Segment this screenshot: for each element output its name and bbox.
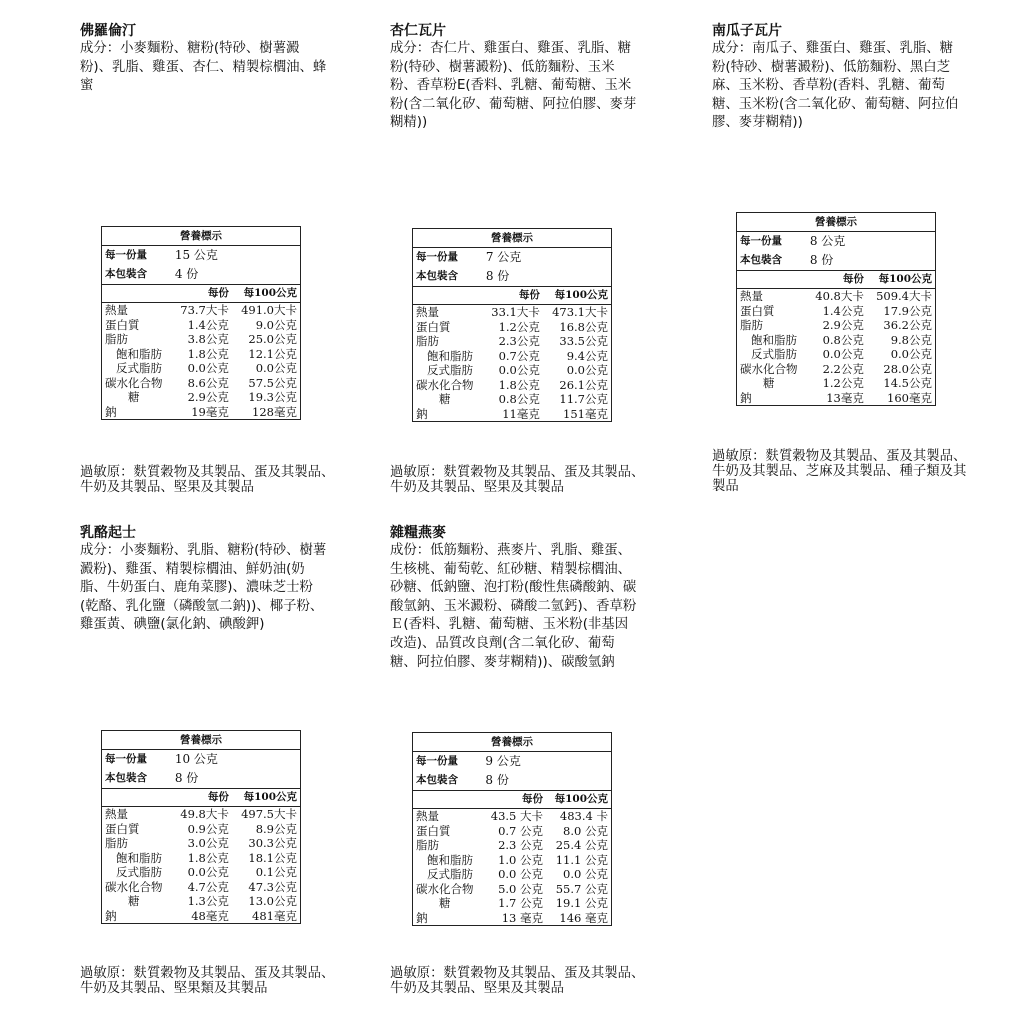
nutrient-name: 熱量 [105,303,128,317]
nutrient-per-serving: 2.3公克 [498,334,540,348]
nutrient-per-100g: 13.0公克 [248,894,297,908]
nutrient-name: 飽和脂肪 [427,348,473,363]
nutrient-per-100g: 47.3公克 [248,879,297,894]
nutrient-per-serving: 1.7 公克 [498,896,544,910]
nutrient-name: 碳水化合物 [740,361,798,376]
product-title: 乳酪起士 [80,525,136,541]
nutrient-per-serving: 0.7 公克 [498,823,544,838]
nutrient-per-100g: 55.7 公克 [555,881,608,896]
nutrient-per-100g: 25.4 公克 [555,838,608,852]
nutrient-per-100g: 12.1公克 [248,346,297,361]
nutrition-table [736,212,936,406]
product-title: 杏仁瓦片 [390,23,446,39]
serving-size-label: 每一份量 [740,235,782,248]
nutrition-label-header: 營養標示 [413,733,612,752]
nutrient-per-serving: 1.8公克 [187,850,229,865]
nutrient-per-serving: 1.4公克 [187,317,229,332]
nutrient-per-serving: 0.8公克 [822,332,864,347]
nutrient-per-100g: 151毫克 [563,406,608,421]
nutrient-per-100g: 483.4 卡 [559,809,608,823]
ingredients-text: 成份：低筋麵粉、燕麥片、乳脂、雞蛋、生核桃、葡萄乾、紅砂糖、精製棕櫚油、砂糖、低鈉鹽、泡打粉(酸性焦磷酸鈉、碳酸氫鈉、玉米澱粉、磷酸二氫鈣)、香草粉Ｅ(香料、乳糖、葡萄糖、玉米粉(非基因改造)、品質改良劑(含二氧化矽、葡萄糖、阿拉伯膠、麥芽糊精))、碳酸氫鈉 [390,543,637,670]
nutrient-per-serving: 11毫克 [502,406,540,421]
product-title: 佛羅倫汀 [80,23,136,39]
nutrient-per-100g: 0.0公克 [255,361,297,375]
nutrient-name: 脂肪 [105,332,128,346]
nutrient-per-100g: 160毫克 [887,390,932,405]
nutrient-per-serving: 1.2公克 [498,319,540,334]
nutrient-per-serving: 1.0 公克 [498,852,544,867]
per-100g-header: 每100公克 [546,791,611,809]
nutrient-per-serving: 49.8大卡 [180,807,229,821]
product-block-cheese [80,524,330,635]
nutrient-name: 碳水化合物 [105,879,163,894]
nutrient-name: 脂肪 [740,318,763,332]
nutrient-name: 飽和脂肪 [751,332,797,347]
nutrient-per-100g: 30.3公克 [248,836,297,850]
nutrient-name: 碳水化合物 [105,375,163,390]
serving-size-value: 10 公克 [174,752,218,767]
nutrition-table [412,228,612,422]
nutrient-per-serving: 2.2公克 [822,361,864,376]
nutrition-label-header: 營養標示 [737,213,936,232]
nutrient-per-100g: 26.1公克 [559,377,608,392]
nutrient-name: 脂肪 [416,334,439,348]
nutrient-per-100g: 25.0公克 [248,332,297,346]
ingredients-text: 成分：南瓜子、雞蛋白、雞蛋、乳脂、糖粉(特砂、樹薯澱粉)、低筋麵粉、黑白芝麻、玉米粉、香草粉(香料、乳糖、葡萄糖、玉米粉(含二氧化矽、葡萄糖、阿拉伯膠、麥芽糊精)) [712,41,959,131]
servings-label: 本包裝含 [102,265,172,285]
serving-size-value: 7 公克 [485,250,522,265]
product-block-pumpkin-seed-tuile [712,22,962,133]
product-block-florentine [80,22,330,96]
product-block-multigrain-oat [390,524,640,672]
nutrient-name: 蛋白質 [105,821,140,836]
per-serving-header: 每份 [807,271,867,289]
nutrient-name: 熱量 [105,807,128,821]
nutrient-per-serving: 0.8公克 [498,392,540,406]
nutrient-name: 糖 [439,896,451,910]
product-title: 雜糧燕麥 [390,525,446,541]
servings-label: 本包裝含 [737,251,807,271]
nutrient-name: 飽和脂肪 [116,850,162,865]
per-serving-header: 每份 [482,791,546,809]
nutrient-per-100g: 491.0大卡 [241,303,297,317]
serving-size-value: 9 公克 [485,754,521,769]
serving-size-label: 每一份量 [416,755,458,768]
allergen-text: 過敏原：麩質穀物及其製品、蛋及其製品、牛奶及其製品、堅果及其製品 [80,465,335,495]
nutrient-per-serving: 0.0 公克 [498,867,544,881]
nutrient-per-100g: 36.2公克 [883,318,932,332]
ingredients-text: 成分：小麥麵粉、糖粉(特砂、樹薯澱粉)、乳脂、雞蛋、杏仁、精製棕櫚油、蜂蜜 [80,41,327,94]
nutrient-name: 鈉 [740,390,752,405]
nutrient-per-100g: 9.8公克 [890,332,932,347]
nutrient-per-100g: 19.1 公克 [555,896,608,910]
nutrient-per-100g: 11.1 公克 [555,852,608,867]
nutrient-per-100g: 16.8公克 [559,319,608,334]
servings-label: 本包裝含 [413,267,483,287]
nutrient-per-serving: 8.6公克 [187,375,229,390]
per-100g-header: 每100公克 [543,287,612,305]
nutrient-name: 反式脂肪 [751,347,797,361]
product-block-almond-tuile [390,22,640,133]
nutrient-per-serving: 19毫克 [191,404,229,419]
allergen-text: 過敏原：麩質穀物及其製品、蛋及其製品、牛奶及其製品、堅果及其製品 [390,465,645,495]
nutrient-name: 糖 [128,894,140,908]
nutrient-per-100g: 509.4大卡 [876,289,932,303]
nutrient-per-100g: 146 毫克 [559,910,608,925]
nutrient-per-100g: 28.0公克 [883,361,932,376]
per-serving-header: 每份 [483,287,543,305]
nutrient-per-serving: 0.0公克 [187,361,229,375]
nutrient-per-serving: 3.0公克 [187,836,229,850]
nutrient-per-100g: 481毫克 [252,908,297,923]
nutrient-per-100g: 0.0 公克 [563,867,608,881]
nutrient-per-100g: 0.0公克 [566,363,608,377]
nutrition-table [412,732,612,926]
servings-value: 8 份 [482,771,611,791]
nutrient-name: 脂肪 [105,836,128,850]
nutrient-name: 反式脂肪 [116,865,162,879]
nutrient-name: 脂肪 [416,838,439,852]
nutrient-name: 蛋白質 [416,319,451,334]
serving-size-label: 每一份量 [105,249,147,262]
nutrient-name: 蛋白質 [740,303,775,318]
nutrient-per-100g: 0.0公克 [890,347,932,361]
nutrition-label-header: 營養標示 [413,229,612,248]
nutrient-name: 鈉 [416,910,428,925]
per-serving-header: 每份 [172,789,232,807]
nutrient-per-100g: 18.1公克 [248,850,297,865]
nutrient-per-serving: 2.3 公克 [498,838,544,852]
nutrient-per-100g: 57.5公克 [248,375,297,390]
nutrient-name: 糖 [763,376,775,390]
nutrition-label-header: 營養標示 [102,227,301,246]
servings-value: 8 份 [172,769,301,789]
nutrient-per-serving: 0.9公克 [187,821,229,836]
servings-label: 本包裝含 [102,769,172,789]
nutrient-name: 熱量 [416,305,439,319]
allergen-text: 過敏原：麩質穀物及其製品、蛋及其製品、牛奶及其製品、芝麻及其製品、種子類及其製品 [712,449,967,494]
nutrient-per-100g: 0.1公克 [255,865,297,879]
nutrient-name: 反式脂肪 [427,867,473,881]
product-title: 南瓜子瓦片 [712,23,782,39]
nutrient-name: 糖 [439,392,451,406]
nutrient-per-100g: 33.5公克 [559,334,608,348]
nutrient-per-100g: 497.5大卡 [241,807,297,821]
nutrient-name: 碳水化合物 [416,377,474,392]
nutrient-name: 鈉 [105,908,117,923]
nutrient-name: 蛋白質 [416,823,451,838]
nutrient-per-100g: 8.9公克 [255,821,297,836]
servings-value: 4 份 [172,265,301,285]
per-serving-header: 每份 [172,285,232,303]
serving-size-label: 每一份量 [105,753,147,766]
ingredients-text: 成分：小麥麵粉、乳脂、糖粉(特砂、樹薯澱粉)、雞蛋、精製棕櫚油、鮮奶油(奶脂、牛奶蛋白、鹿角菜膠)、濃味芝士粉(乾酪、乳化鹽（磷酸氫二鈉))、椰子粉、雞蛋黃、碘鹽(氯化鈉、碘酸鉀) [80,543,327,633]
nutrient-per-100g: 128毫克 [252,404,297,419]
nutrient-per-serving: 0.7公克 [498,348,540,363]
nutrient-per-serving: 48毫克 [191,908,229,923]
nutrient-per-serving: 1.2公克 [822,376,864,390]
nutrient-name: 鈉 [416,406,428,421]
allergen-text: 過敏原：麩質穀物及其製品、蛋及其製品、牛奶及其製品、堅果及其製品 [390,966,645,996]
nutrient-name: 熱量 [740,289,763,303]
nutrient-name: 碳水化合物 [416,881,474,896]
nutrient-per-100g: 17.9公克 [883,303,932,318]
nutrient-per-serving: 3.8公克 [187,332,229,346]
nutrient-per-serving: 2.9公克 [187,390,229,404]
serving-size-label: 每一份量 [416,251,458,264]
nutrient-per-100g: 9.0公克 [255,317,297,332]
nutrient-name: 蛋白質 [105,317,140,332]
nutrient-per-serving: 1.8公克 [498,377,540,392]
nutrient-per-serving: 0.0公克 [187,865,229,879]
nutrient-per-serving: 2.9公克 [822,318,864,332]
nutrient-name: 鈉 [105,404,117,419]
nutrient-name: 反式脂肪 [427,363,473,377]
nutrient-per-serving: 1.3公克 [187,894,229,908]
nutrient-per-serving: 5.0 公克 [498,881,544,896]
nutrient-per-100g: 9.4公克 [566,348,608,363]
nutrient-name: 熱量 [416,809,439,823]
nutrition-label-header: 營養標示 [102,731,301,750]
nutrient-per-serving: 43.5 大卡 [490,809,544,823]
nutrient-name: 飽和脂肪 [116,346,162,361]
nutrient-per-serving: 1.8公克 [187,346,229,361]
nutrient-per-serving: 4.7公克 [187,879,229,894]
per-100g-header: 每100公克 [867,271,936,289]
nutrition-table [101,730,301,924]
nutrient-per-serving: 1.4公克 [822,303,864,318]
nutrient-name: 糖 [128,390,140,404]
nutrient-per-serving: 13 毫克 [501,910,544,925]
nutrient-per-serving: 40.8大卡 [815,289,864,303]
allergen-text: 過敏原：麩質穀物及其製品、蛋及其製品、牛奶及其製品、堅果類及其製品 [80,966,335,996]
nutrient-per-serving: 0.0公克 [498,363,540,377]
serving-size-value: 8 公克 [809,234,846,249]
nutrient-per-100g: 19.3公克 [248,390,297,404]
nutrient-per-100g: 11.7公克 [559,392,608,406]
nutrient-per-100g: 473.1大卡 [552,305,608,319]
nutrient-name: 飽和脂肪 [427,852,473,867]
servings-value: 8 份 [807,251,936,271]
serving-size-value: 15 公克 [174,248,218,263]
nutrient-name: 反式脂肪 [116,361,162,375]
servings-value: 8 份 [483,267,612,287]
nutrient-per-serving: 73.7大卡 [180,303,229,317]
nutrient-per-serving: 0.0公克 [822,347,864,361]
nutrient-per-serving: 33.1大卡 [491,305,540,319]
nutrient-per-100g: 8.0 公克 [563,823,608,838]
nutrient-per-serving: 13毫克 [826,390,864,405]
nutrition-table [101,226,301,420]
ingredients-text: 成分：杏仁片、雞蛋白、雞蛋、乳脂、糖粉(特砂、樹薯澱粉)、低筋麵粉、玉米粉、香草粉E(香料、乳糖、葡萄糖、玉米粉(含二氧化矽、葡萄糖、阿拉伯膠、麥芽糊精)) [390,41,637,131]
per-100g-header: 每100公克 [232,285,301,303]
nutrient-per-100g: 14.5公克 [883,376,932,390]
per-100g-header: 每100公克 [232,789,301,807]
servings-label: 本包裝含 [413,771,483,791]
